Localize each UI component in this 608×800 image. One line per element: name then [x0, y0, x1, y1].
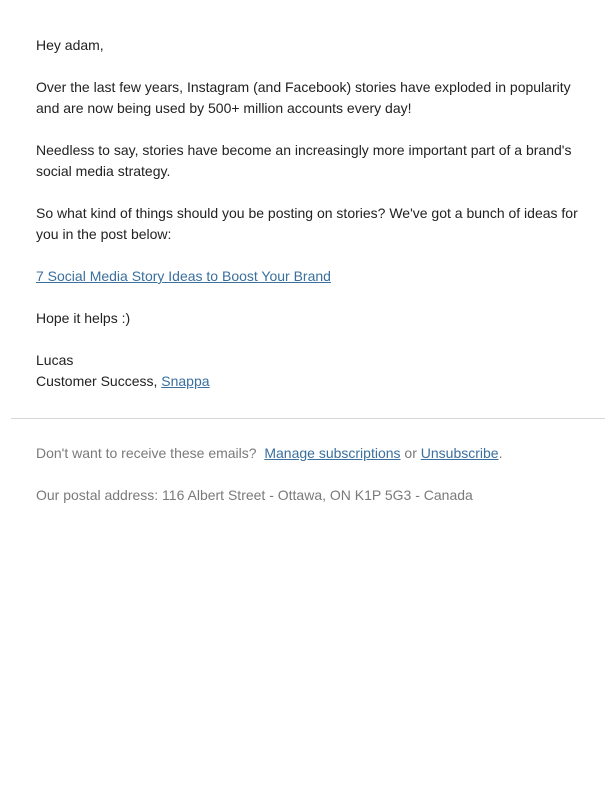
body-paragraph-3: So what kind of things should you be posting on stories? We've got a bunch of ideas for you in the post below: — [36, 205, 578, 242]
signature — [36, 350, 584, 392]
trailing-period: . — [498, 445, 503, 461]
post-link-paragraph — [36, 266, 584, 287]
email-body — [0, 0, 608, 392]
signature-role: Customer Success, — [36, 373, 162, 389]
manage-subscriptions-link[interactable]: Manage subscriptions — [264, 445, 401, 461]
unsubscribe-link[interactable]: Unsubscribe — [420, 445, 499, 461]
postal-address: Our postal address: 116 Albert Street - Ottawa, ON K1P 5G3 - Canada — [36, 487, 473, 503]
signature-role-line — [36, 371, 584, 392]
unsubscribe-prompt: Don't want to receive these emails? — [36, 445, 257, 461]
email-footer — [0, 419, 608, 506]
body-paragraph-2: Needless to say, stories have become an increasingly more important part of a brand's social media strategy. — [36, 142, 572, 179]
post-link[interactable]: 7 Social Media Story Ideas to Boost Your Brand — [36, 268, 331, 284]
unsubscribe-line — [36, 443, 584, 464]
body-paragraph-1: Over the last few years, Instagram (and Facebook) stories have exploded in popularity and are now being used by 500+ million accounts every day! — [36, 79, 571, 116]
closing-line: Hope it helps :) — [36, 310, 131, 326]
signature-name: Lucas — [36, 352, 74, 368]
or-text: or — [400, 445, 421, 461]
greeting: Hey adam, — [36, 37, 104, 53]
company-link[interactable]: Snappa — [161, 373, 210, 389]
